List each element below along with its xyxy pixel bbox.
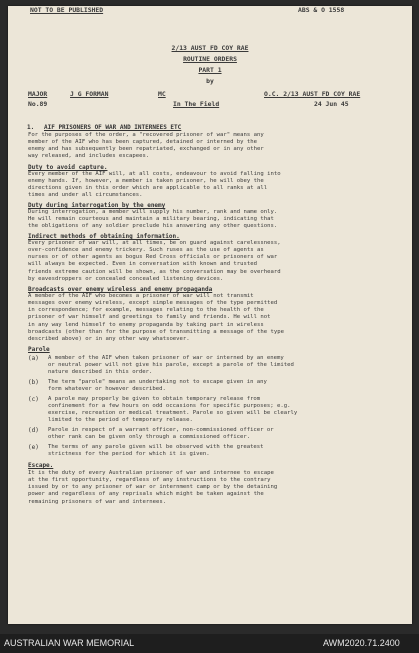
officer-decoration: MC xyxy=(158,90,166,98)
archive-name: AUSTRALIAN WAR MEMORIAL xyxy=(4,638,135,648)
form-number: ABS & O 1558 xyxy=(298,6,345,14)
section-escape: Escape. xyxy=(28,462,54,469)
paragraph-avoid-capture: Every member of the AIF will, at all costs, endeavour to avoid falling into enemy hands. If, however, a member is taken prisoner, he will obey the directions given in this order which are applicable to all ranks at all times and under all circumstances. xyxy=(28,171,281,199)
order-number: No.89 xyxy=(28,100,48,108)
parole-e-text: The terms of any parole given will be observed with the greatest strictness for the period for which it is given. xyxy=(48,444,264,458)
archive-footer-bar xyxy=(0,634,419,653)
document-page xyxy=(8,6,412,624)
section-indirect-methods: Indirect methods of obtaining information. xyxy=(28,233,180,240)
unit-heading: 2/13 AUST FD COY RAE xyxy=(171,44,249,52)
item-number: 1. xyxy=(27,124,35,131)
parole-c-label: (c) xyxy=(28,396,39,403)
parole-b-text: The term "parole" means an undertaking not to escape given in any form whatever or however described. xyxy=(48,379,267,393)
part-heading: PART 1 xyxy=(198,66,222,74)
by-line: by xyxy=(206,77,214,85)
parole-d-label: (d) xyxy=(28,427,39,434)
section-interrogation: Duty during interrogation by the enemy xyxy=(28,202,166,209)
parole-d-text: Parole in respect of a warrant officer, non-commissioned officer or other rank can be given only through a commissioned officer. xyxy=(48,427,274,441)
parole-e-label: (e) xyxy=(28,444,39,451)
orders-heading: ROUTINE ORDERS xyxy=(183,55,237,63)
paragraph-indirect-methods: Every prisoner of war will, at all times, be on guard against carelessness, over-confidence and enemy trickery. Such ruses as the use of agents as nurses or of other agents as bogus Red Cross officials or prisoners of war will always be expected. Even in conversation with known and trusted friends extreme caution will be shown, as the conversation may be overheard by eavesdroppers or concealed concealed listening devices. xyxy=(28,240,281,282)
parole-b-label: (b) xyxy=(28,379,39,386)
officer-appointment: O.C. 2/13 AUST FD COY RAE xyxy=(264,90,361,98)
parole-a-text: A member of the AIF when taken prisoner of war or interned by an enemy or neutral power will not give his parole, except a parole of the limited nature described in this order. xyxy=(48,355,294,376)
officer-rank: MAJOR xyxy=(28,90,48,98)
parole-a-label: (a) xyxy=(28,355,39,362)
parole-c-text: A parole may properly be given to obtain temporary release from confinement for a few hours on odd occasions for specific purposes; e.g. exercise, recreation or medical treatment. Parole so given will be clearly limited to the period of temporary release. xyxy=(48,396,298,424)
order-date: 24 Jun 45 xyxy=(314,100,349,108)
section-duty-to-avoid-capture: Duty to avoid capture. xyxy=(28,164,108,171)
officer-name: J G FORMAN xyxy=(70,90,109,98)
publication-restriction: NOT TO BE PUBLISHED xyxy=(30,6,104,14)
intro-paragraph: For the purposes of the order, a "recovered prisoner of war" means any member of the AIF who has been captured, detained or interned by the enemy and has subsequently been repatriated, exchanged or in any other way released, and includes escapees. xyxy=(28,132,264,160)
item-title: AIF PRISONERS OF WAR AND INTERNEES ETC xyxy=(44,124,182,131)
paragraph-broadcasts: A member of the AIF who becomes a prisoner of war will not transmit messages over enemy wireless, except simple messages of the type permitted in correspondence; for example, messages relating to the health of the prisoner of war himself and greetings to family and friends. He will not in any way lend himself to enemy propaganda by taking part in wireless broadcasts (other than for the purpose of transmitting a message of the type described above) or in any other way whatsoever. xyxy=(28,293,284,342)
section-parole: Parole xyxy=(28,346,50,353)
section-broadcasts: Broadcasts over enemy wireless and enemy propaganda xyxy=(28,286,213,293)
paragraph-interrogation: During interrogation, a member will supply his number, rank and name only. He will remain courteous and maintain a military bearing, indicating that the obligations of any soldier preclude his answering any other questions. xyxy=(28,209,278,230)
accession-number: AWM2020.71.2400 xyxy=(323,638,400,648)
order-place: In The Field xyxy=(173,100,220,108)
paragraph-escape: It is the duty of every Australian prisoner of war and internee to escape at the first opportunity, regardless of any instructions to the contrary issued by or to any prisoner of war or internment camp or by the detaining power and regardless of any reprisals which might be taken against the remaining prisoners of war and internees. xyxy=(28,470,278,505)
